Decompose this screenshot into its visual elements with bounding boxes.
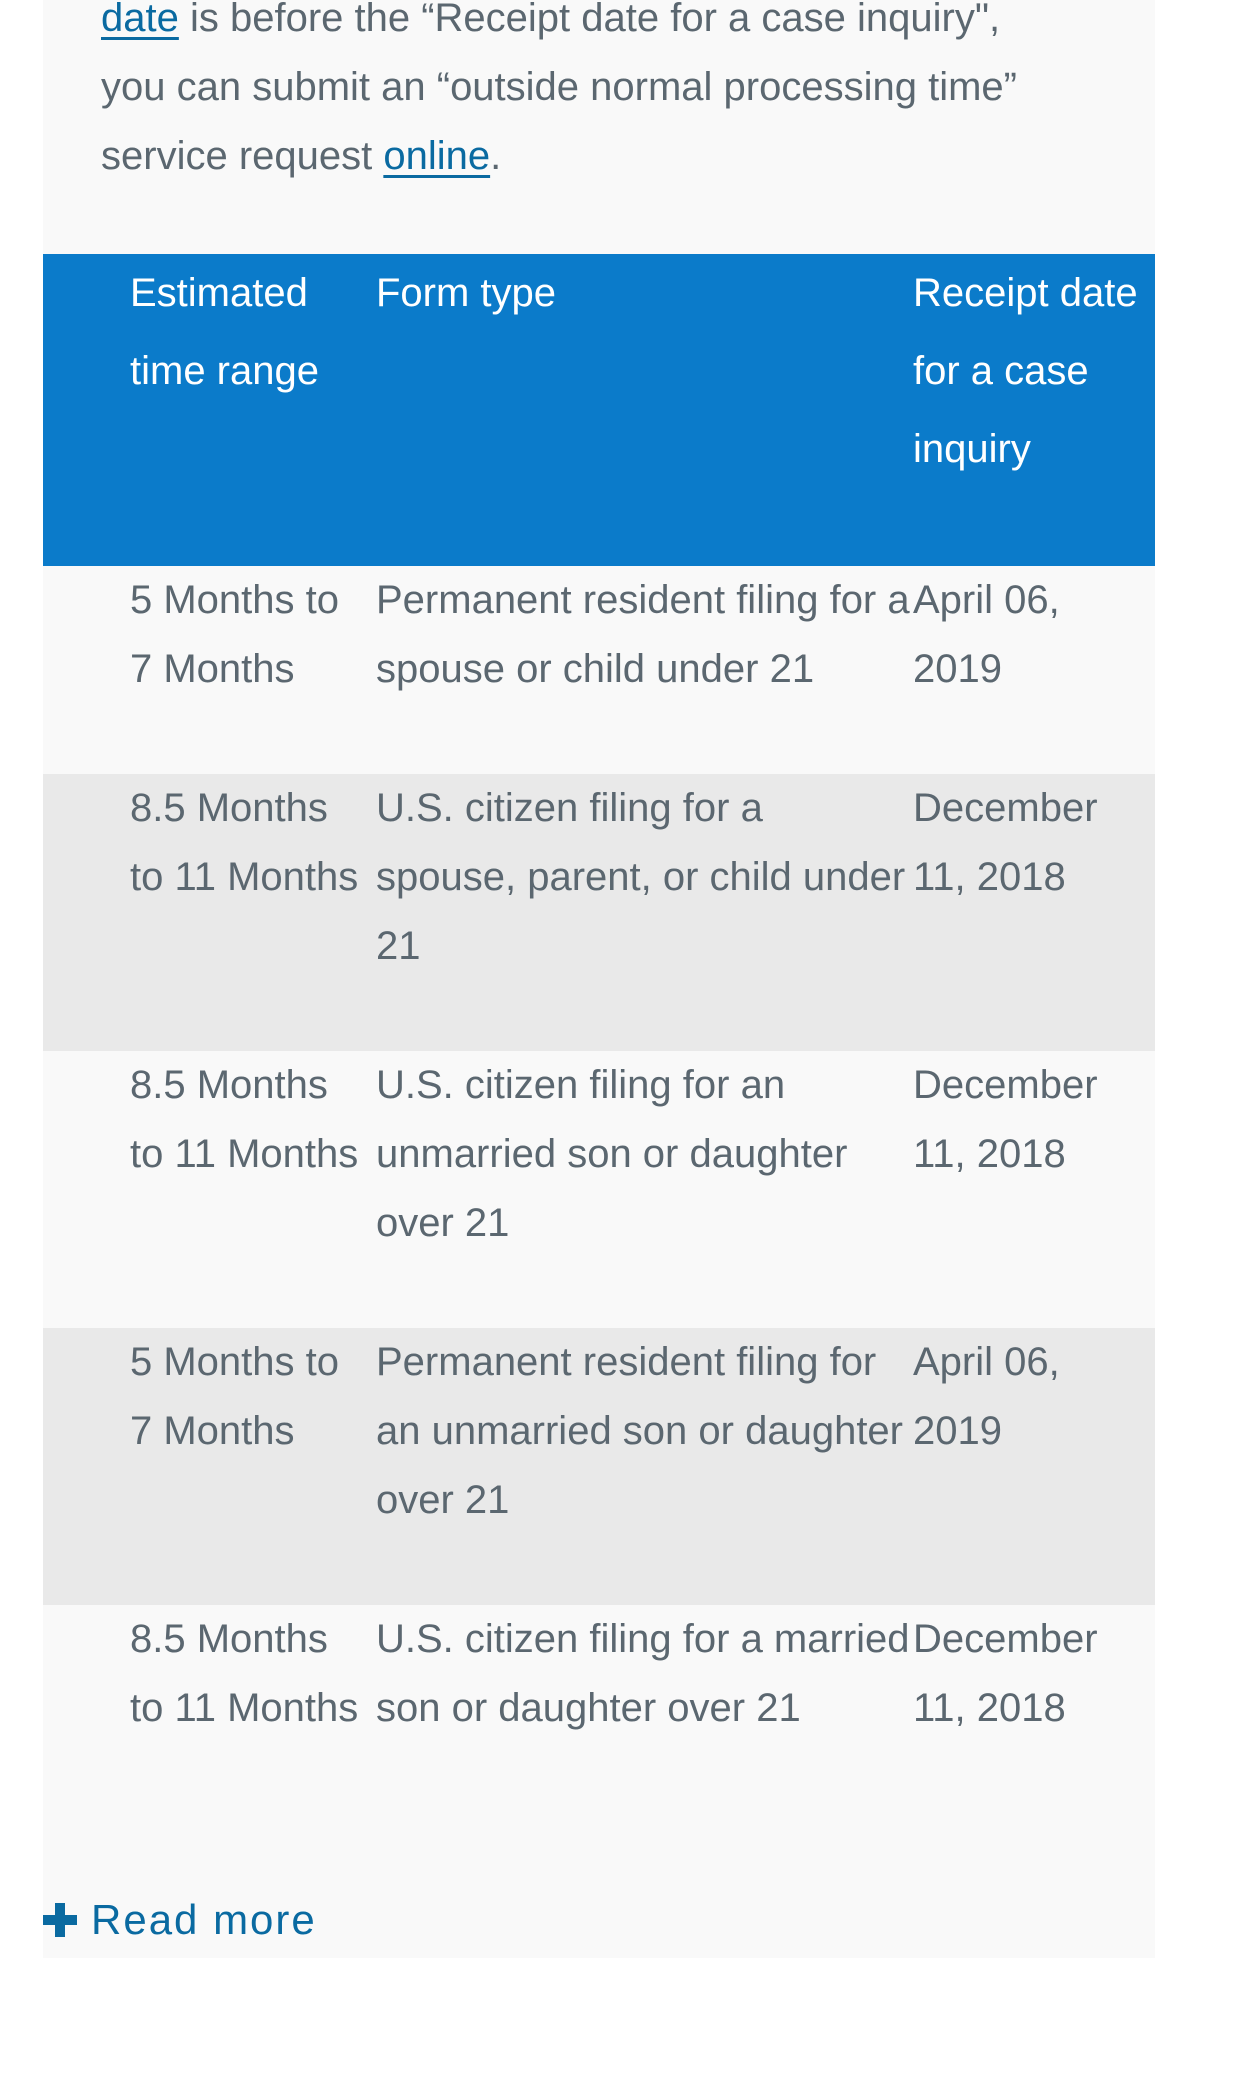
cell-receipt-date: April 06, 2019 <box>913 1340 1060 1453</box>
cell-receipt-date: April 06, 2019 <box>913 578 1060 691</box>
table-row <box>43 566 1155 774</box>
cell-time-range: 8.5 Months to 11 Months <box>130 786 359 899</box>
table-row <box>43 1051 1155 1328</box>
plus-icon <box>43 1903 77 1937</box>
intro-text-end: . <box>490 134 502 178</box>
cell-receipt-date: December 11, 2018 <box>913 1063 1098 1176</box>
cell-time-range: 8.5 Months to 11 Months <box>130 1063 359 1176</box>
cell-form-type: U.S. citizen filing for a married son or daughter over 21 <box>376 1617 910 1730</box>
intro-paragraph <box>101 0 1021 191</box>
cell-time-range: 5 Months to 7 Months <box>130 578 340 691</box>
cell-time-range: 8.5 Months to 11 Months <box>130 1617 359 1730</box>
cell-receipt-date: December 11, 2018 <box>913 786 1098 899</box>
read-more-button[interactable] <box>43 1890 317 1950</box>
header-estimated-time-range: Estimated time range <box>130 271 319 393</box>
table-row <box>43 1605 1155 1935</box>
processing-times-table <box>43 254 1155 1935</box>
cell-form-type: Permanent resident filing for a spouse or child under 21 <box>376 578 910 691</box>
header-form-type: Form type <box>376 271 557 315</box>
cell-receipt-date: December 11, 2018 <box>913 1617 1098 1730</box>
cell-form-type: Permanent resident filing for an unmarried son or daughter over 21 <box>376 1340 903 1522</box>
date-link[interactable]: date <box>101 0 179 40</box>
online-link[interactable]: online <box>383 134 491 178</box>
cell-form-type: U.S. citizen filing for a spouse, parent, or child under 21 <box>376 786 906 968</box>
table-header-row <box>43 254 1155 566</box>
cell-time-range: 5 Months to 7 Months <box>130 1340 340 1453</box>
table-row <box>43 774 1155 1051</box>
intro-text: is before the “Receipt date for a case inquiry", you can submit an “outside normal processing time” service request <box>101 0 1017 178</box>
cell-form-type: U.S. citizen filing for an unmarried son or daughter over 21 <box>376 1063 848 1245</box>
read-more-label: Read more <box>91 1896 317 1943</box>
header-receipt-date: Receipt date for a case inquiry <box>913 271 1138 471</box>
table-row <box>43 1328 1155 1605</box>
